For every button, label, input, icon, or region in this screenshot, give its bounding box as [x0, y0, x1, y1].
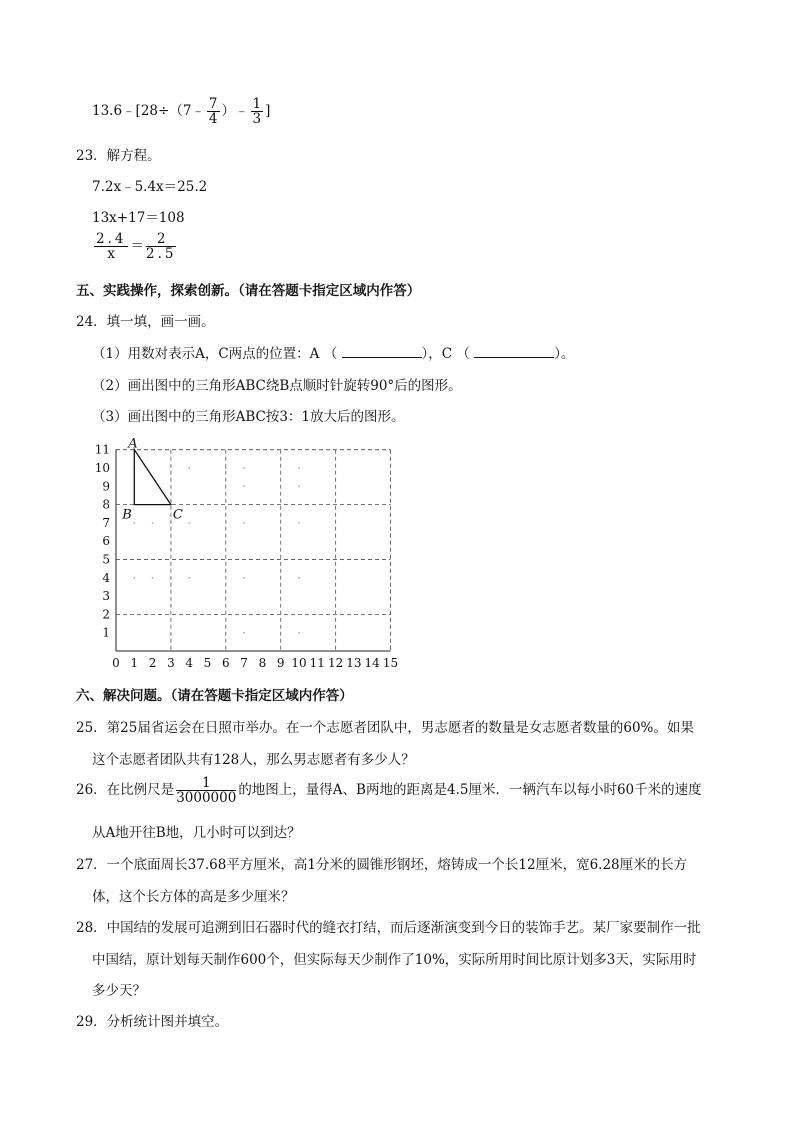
- y-tick-label: 9: [102, 479, 110, 494]
- q24-part-1-text-b: ），C （: [421, 346, 470, 362]
- q27-line-1: 27．一个底面周长37.68平方厘米，高1分米的圆锥形钢坯，熔铸成一个长12厘米，宽6.28厘米的长方: [76, 857, 688, 873]
- grid-dot: [188, 522, 190, 524]
- expr-part-c: ]: [265, 103, 271, 119]
- y-tick-label: 7: [102, 515, 110, 530]
- fraction-1-3: [251, 97, 264, 126]
- fraction-left: [94, 232, 128, 261]
- q26-line-1: [76, 776, 702, 805]
- y-tick-label: 4: [102, 570, 110, 585]
- grid-dot: [243, 485, 245, 487]
- equals-sign: ＝: [130, 238, 144, 254]
- triangle-abc: [134, 450, 171, 505]
- fraction-denominator: 2.5: [145, 246, 177, 262]
- x-tick-label: 15: [382, 656, 399, 670]
- x-tick-label: 1: [130, 656, 139, 670]
- x-tick-label: 8: [258, 656, 267, 670]
- q26-text-a: 26．在比例尺是: [76, 782, 175, 798]
- q24-part-3: （3）画出图中的三角形ABC按3：1放大后的图形。: [92, 409, 405, 425]
- coordinate-grid: [90, 436, 410, 676]
- x-tick-label: 13: [346, 656, 362, 670]
- x-tick-label: 5: [203, 656, 212, 670]
- vertex-label-a: A: [128, 436, 138, 452]
- fraction-numerator: 2.4: [96, 231, 127, 247]
- q28-line-3: 多少天？: [92, 983, 146, 999]
- y-tick-label: 11: [94, 442, 110, 457]
- expr-part-b: ）﹣: [221, 103, 249, 119]
- x-tick-label: 2: [148, 656, 157, 670]
- x-tick-label: 10: [291, 656, 307, 670]
- grid-dot: [152, 577, 154, 579]
- section-6-heading: 六、解决问题。（请在答题卡指定区域内作答）: [76, 688, 353, 704]
- expression-line: [92, 97, 270, 126]
- vertex-label-c: C: [172, 507, 183, 523]
- y-tick-label: 2: [102, 607, 110, 622]
- q28-line-2: 中国结，原计划每天制作600个，但实际每天少制作了10%，实际所用时间比原计划多3天，实际用时: [92, 952, 697, 968]
- y-tick-label: 1: [102, 625, 110, 640]
- grid-dot: [133, 522, 135, 524]
- x-tick-label: 11: [309, 656, 325, 670]
- x-tick-label: 0: [112, 656, 120, 670]
- q23-title: 23．解方程。: [76, 148, 161, 164]
- grid-dot: [225, 522, 227, 524]
- x-tick-label: 3: [167, 656, 175, 670]
- q26-text-b: 的地图上，量得A、B两地的距离是4.5厘米．一辆汽车以每小时60千米的速度: [238, 782, 702, 798]
- x-tick-label: 4: [185, 656, 194, 670]
- q23-equation-1: 7.2x﹣5.4x＝25.2: [92, 179, 208, 195]
- x-tick-label: 12: [327, 656, 344, 670]
- grid-dot: [243, 632, 245, 634]
- q24-title: 24．填一填，画一画。: [76, 314, 215, 330]
- fraction-denominator: 4: [208, 111, 218, 127]
- grid-dot: [243, 522, 245, 524]
- grid-dot: [298, 485, 300, 487]
- grid-dot: [152, 522, 154, 524]
- q24-part-1-text-c: ）。: [554, 346, 575, 362]
- y-tick-label: 6: [102, 534, 110, 549]
- grid-dot: [298, 467, 300, 469]
- q26-line-2: 从A地开往B地，几小时可以到达？: [92, 825, 301, 841]
- x-tick-label: 9: [276, 656, 285, 670]
- fraction-numerator: 2: [146, 232, 176, 247]
- fraction-denominator: 3000000: [176, 790, 237, 806]
- q28-line-1: 28．中国结的发展可追溯到旧石器时代的缝衣打结，而后逐渐演变到今日的装饰手艺。某厂家要制作一批: [76, 920, 701, 936]
- x-tick-label: 14: [364, 656, 380, 670]
- answer-blank-c[interactable]: [474, 345, 554, 358]
- grid-dot: [298, 522, 300, 524]
- section-5-heading: 五、实践操作，探索创新。（请在答题卡指定区域内作答）: [76, 283, 421, 299]
- x-tick-label: 6: [221, 656, 230, 670]
- q24-part-2: （2）画出图中的三角形ABC绕B点顺时针旋转90°后的图形。: [92, 378, 462, 394]
- scale-fraction: [176, 776, 236, 805]
- q23-equation-3: [92, 232, 178, 261]
- grid-dot: [188, 577, 190, 579]
- grid-dot: [225, 577, 227, 579]
- expr-part-a: 13.6﹣[28÷（7﹣: [92, 103, 205, 119]
- q25-line-1: 25．第25届省运会在日照市举办。在一个志愿者团队中，男志愿者的数量是女志愿者数量的60%。如果: [76, 720, 694, 736]
- grid-dot: [243, 577, 245, 579]
- fraction-right: [146, 232, 176, 261]
- fraction-numerator: 1: [176, 776, 236, 791]
- fraction-denominator: x: [107, 246, 116, 262]
- fraction-denominator: 3: [252, 111, 262, 127]
- y-tick-label: 3: [102, 589, 110, 604]
- fraction-numerator: 1: [252, 96, 262, 112]
- y-tick-label: 5: [102, 552, 110, 567]
- vertex-label-b: B: [122, 507, 132, 523]
- grid-dot: [298, 632, 300, 634]
- y-tick-label: 10: [94, 461, 110, 475]
- x-tick-label: 7: [240, 656, 248, 670]
- q23-equation-2: 13x+17＝108: [92, 210, 185, 226]
- q27-line-2: 体，这个长方体的高是多少厘米？: [92, 889, 295, 905]
- grid-dot: [225, 467, 227, 469]
- grid-dot: [243, 467, 245, 469]
- fraction-7-4: [207, 97, 220, 126]
- grid-dot: [298, 577, 300, 579]
- grid-dot: [133, 577, 135, 579]
- q24-part-1-text-a: （1）用数对表示A，C两点的位置：A （: [92, 346, 338, 362]
- q25-line-2: 这个志愿者团队共有128人，那么男志愿者有多少人？: [92, 752, 415, 768]
- answer-blank-a[interactable]: [342, 345, 422, 358]
- q29-title: 29．分析统计图并填空。: [76, 1014, 229, 1030]
- fraction-numerator: 7: [208, 96, 218, 112]
- y-tick-label: 8: [102, 497, 110, 512]
- q24-part-1: [92, 342, 574, 362]
- grid-dot: [188, 467, 190, 469]
